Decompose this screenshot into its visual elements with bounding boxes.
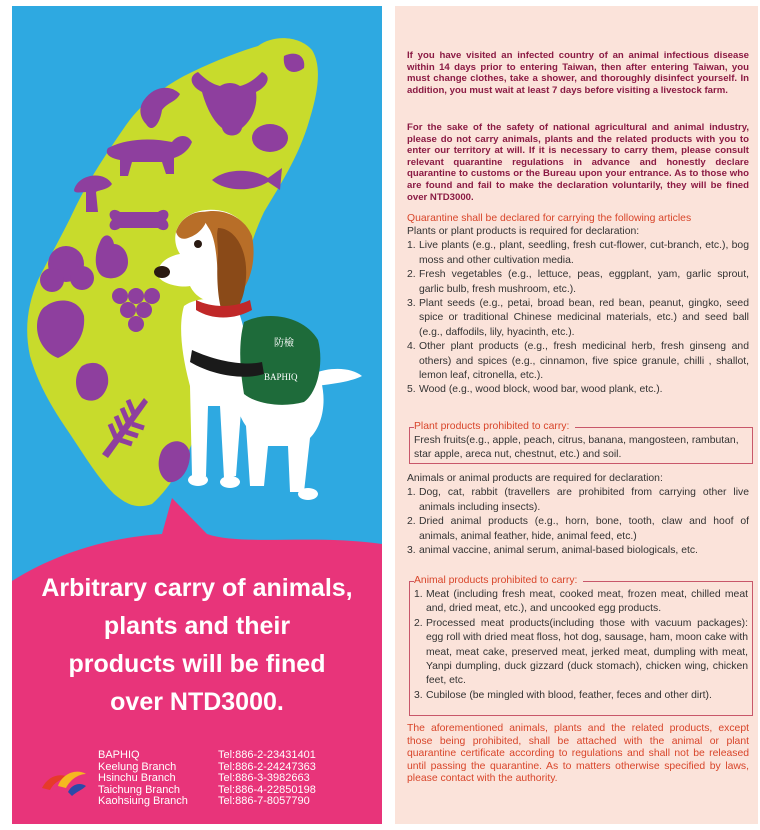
contact-row [98, 796, 378, 808]
branch-name: Kaohsiung Branch [98, 795, 188, 808]
branch-phone: Tel:886-7-8057790 [218, 795, 310, 808]
poster-left-panel [12, 6, 382, 824]
plants-declaration-section [407, 225, 749, 398]
list-item: 3. Cubilose (be mingled with blood, feather, feces and other dirt). [414, 689, 712, 701]
list-item: 5. Wood (e.g., wood block, wood bar, wood plank, etc.). [407, 384, 663, 396]
fine-warning-headline [12, 569, 382, 721]
contact-list [98, 750, 378, 808]
list-item: 1. Live plants (e.g., plant, seedling, fresh cut-flower, cut-branch, etc.), bog moss and other cultivation media. [407, 240, 749, 266]
bone-icon [110, 210, 169, 230]
headline-line: over NTD3000. [110, 688, 284, 716]
headline-line: plants and their [103, 612, 291, 640]
travel-advisory-paragraph: If you have visited an infected country of an animal infectious disease within 14 days prior to entering Taiwan, then after entering Taiwan, you must change clothes, take a shower, and thoroughly disinfect yourself. In addition, you must wait at least 7 days before visiting a livestock farm. [407, 50, 749, 96]
branch-name: Keelung Branch [98, 760, 177, 773]
branch-phone: Tel:886-3-3982663 [218, 772, 310, 785]
branch-name: Hsinchu Branch [98, 772, 176, 785]
contact-row [98, 750, 378, 762]
animals-prohibited-heading: Animal products prohibited to carry: [414, 574, 583, 587]
plants-prohibited-heading: Plant products prohibited to carry: [414, 420, 575, 433]
vest-baphiq-text: BAPHIQ [264, 372, 298, 382]
animals-declaration-section [407, 472, 749, 558]
branch-phone: Tel:886-4-22850198 [218, 783, 316, 796]
animals-declare-heading: Animals or animal products are required for declaration: [407, 473, 663, 484]
list-item: 2. Processed meat products(including those with vacuum packages): egg roll with dried meat floss, hot dog, sausage, ham, moon cake with meat, meat cake, preserved meat, jerked meat, dumpling with meat, Yanpi dumpling, duck gizzard (duck stomach), chicken wing, chicken feet, etc. [414, 617, 748, 687]
list-item: 1. Dog, cat, rabbit (travellers are prohibited from carrying other live animals including insects). [407, 487, 749, 513]
ladybug-icon [252, 124, 288, 152]
list-item: 2. Fresh vegetables (e.g., lettuce, peas, eggplant, yam, garlic sprout, garlic bulb, fresh mushroom, etc.). [407, 269, 749, 295]
baphiq-logo-icon [38, 764, 90, 798]
list-item: 3. animal vaccine, animal serum, animal-based biologicals, etc. [407, 545, 698, 557]
list-item: 3. Plant seeds (e.g., petai, broad bean, red bean, peanut, gingko, seed spice or traditional Chinese medicinal materials, etc.) and seed ball (e.g., daffodils, lily, hyacinth, etc.). [407, 298, 749, 338]
branch-phone: Tel:886-2-24247363 [218, 760, 316, 773]
plants-prohibited-box [409, 421, 753, 464]
quarantine-vest [240, 316, 320, 405]
poster-right-panel [395, 6, 758, 824]
branch-name: Taichung Branch [98, 783, 180, 796]
branch-name: BAPHIQ [98, 749, 140, 761]
animals-prohibited-box [409, 575, 753, 716]
headline-line: Arbitrary carry of animals, [41, 574, 353, 602]
carry-warning-paragraph: For the sake of the safety of national agricultural and animal industry, please do not carry animals, plants and the related products with you to enter our territory at will. If it is necessary to carry them, please consult relevant quarantine regulations in advance and honestly declare quarantine to customs or the Bureau upon your entrance. As to those who are found and fail to make the declaration voluntarily, they will be fined over NTD3000. [407, 122, 749, 203]
list-item: 2. Dried animal products (e.g., horn, bone, tooth, claw and hoof of animals, animal feather, hide, animal feed, etc.) [407, 516, 749, 542]
declare-heading: Quarantine shall be declared for carrying the following articles [407, 213, 692, 224]
plants-declare-heading: Plants or plant products is required for declaration: [407, 226, 640, 237]
branch-phone: Tel:886-2-23431401 [218, 749, 316, 761]
list-item: 1. Meat (including fresh meat, cooked meat, frozen meat, chilled meat and, dried meat, etc.), and uncooked egg products. [414, 589, 748, 615]
headline-line: products will be fined [68, 650, 326, 678]
certificate-footer-paragraph: The aforementioned animals, plants and the related products, except those being prohibited, shall be attached with the animal or plant quarantine certificate according to regulations and shall not be released until passing the quarantine. As to matters otherwise specified by laws, please contact with the authority. [407, 723, 749, 785]
list-item: 4. Other plant products (e.g., fresh medicinal herb, fresh ginseng and others) and spices (e.g., cinnamon, five spice granule, chilli , shallot, lemon leaf, citronella, etc.). [407, 341, 749, 382]
plants-prohibited-text: Fresh fruits(e.g., apple, peach, citrus, banana, mangosteen, rambutan, star apple, areca nut, chestnut, etc.) and soil. [414, 435, 739, 461]
vest-chinese-text: 防檢 [274, 338, 294, 349]
